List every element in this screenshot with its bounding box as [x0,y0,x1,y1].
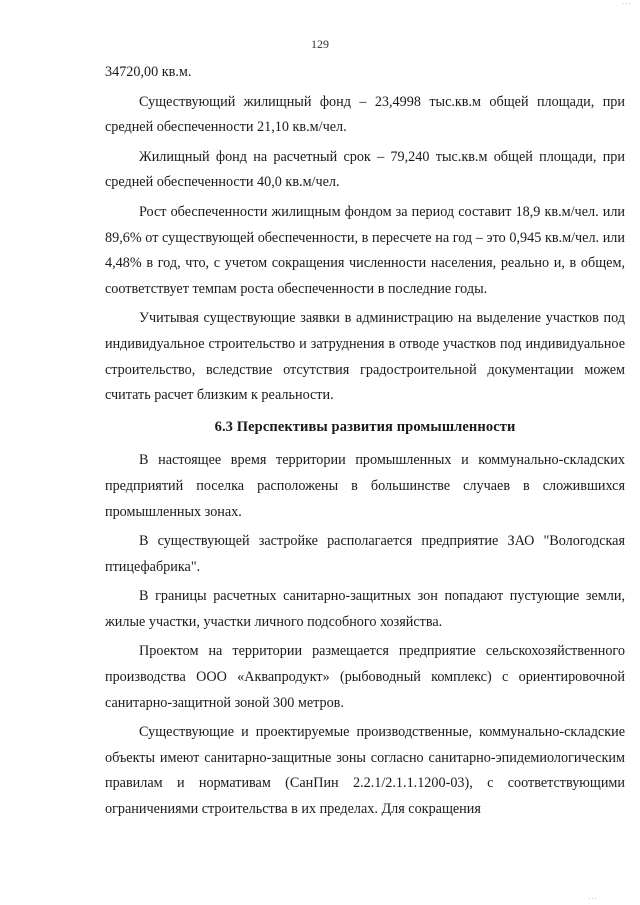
paragraph-projected-housing: Жилищный фонд на расчетный срок – 79,240 тыс.кв.м общей площади, при средней обеспеченности 40,0 кв.м/чел. [105,148,625,191]
paragraph-poultry-factory: В существующей застройке располагается предприятие ЗАО "Вологодская птицефабрика". [105,533,625,575]
paragraph-existing-housing: Существующий жилищный фонд – 23,4998 тыс.кв.м общей площади, при средней обеспеченности 21,10 кв.м/чел. [105,93,625,136]
paragraph-applications: Учитывая существующие заявки в администрацию на выделение участков под индивидуальное строительство и затруднения в отводе участков под индивидуальное строительство, вследствие отсутствия градостроительной документации можем считать расчет близким к реальности. [105,310,625,404]
paragraph-housing-growth: Рост обеспеченности жилищным фондом за период составит 18,9 кв.м/чел. или 89,6% от существующей обеспеченности, в пересчете на год – это 0,945 кв.м/чел. или 4,48% в год, что, с учетом сокращения численности населения, реально и, в общем, соответствует темпам роста обеспеченности в последние годы. [105,203,625,297]
paragraph-sanpin: Существующие и проектируемые производственные, коммунально-складские объекты имеют санитарно-защитные зоны согласно санитарно-эпидемиологическим правилам и нормативам (СанПин 2.2.1/2.1.1.1200-03), с соответствующими ограничениями строительства в их пределах. Для сокращения [105,724,625,818]
section-heading: 6.3 Перспективы развития промышленности [214,418,516,435]
document-body [105,60,625,827]
page-number: 129 [311,37,329,51]
scan-mark-top: ··· [622,0,632,8]
paragraph-aquaproduct: Проектом на территории размещается предприятие сельскохозяйственного производства ООО «Аквапродукт» (рыбоводный комплекс) с ориентировочной санитарно-защитной зоной 300 метров. [105,643,625,711]
scan-mark-bottom: ··· [588,895,598,903]
paragraph-industrial-zones: В настоящее время территории промышленных и коммунально-складских предприятий поселка расположены в большинстве случаев в сложившихся промышленных зонах. [105,452,625,520]
paragraph-continuation: 34720,00 кв.м. [105,64,192,80]
paragraph-sanitary-zones: В границы расчетных санитарно-защитных зон попадают пустующие земли, жилые участки, участки личного подсобного хозяйства. [105,588,625,630]
